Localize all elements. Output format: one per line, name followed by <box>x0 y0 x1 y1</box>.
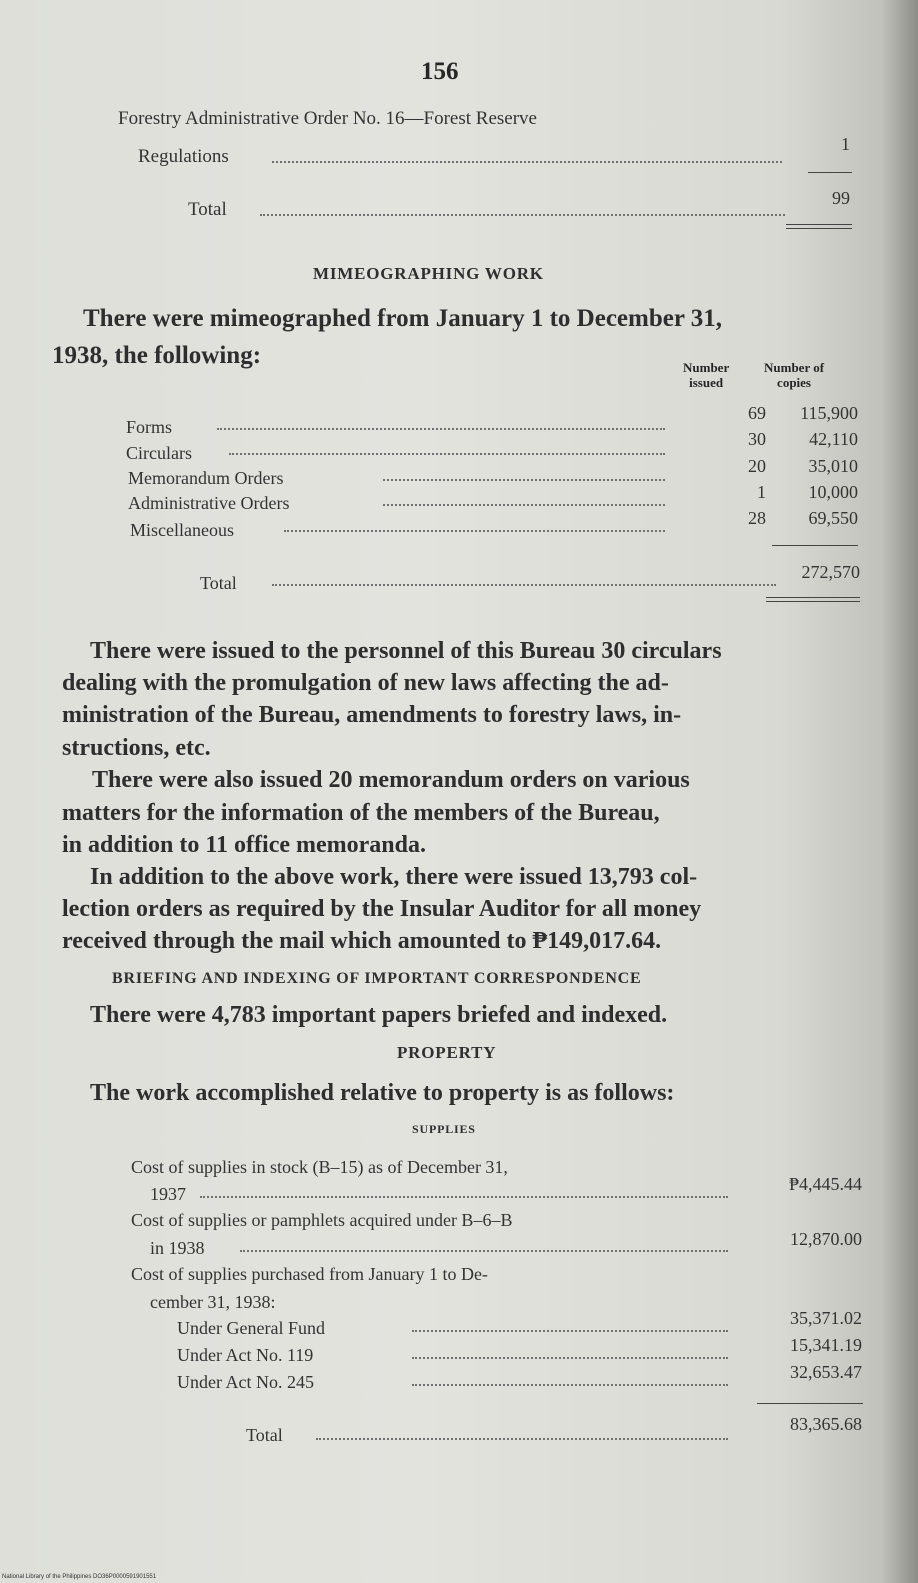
mimeo-row-copies: 10,000 <box>808 482 858 502</box>
paragraph-line: There were also issued 20 memorandum orders on various <box>92 767 690 793</box>
mimeo-intro-line1: There were mimeographed from January 1 to December 31, <box>83 305 722 332</box>
section-heading-mimeographing: MIMEOGRAPHING WORK <box>313 264 544 283</box>
top-list-total-value: 99 <box>832 188 850 208</box>
mimeo-intro-line2: 1938, the following: <box>52 342 262 369</box>
subheading-supplies: SUPPLIES <box>412 1122 476 1136</box>
sum-rule <box>772 545 858 546</box>
mimeo-row-label: Administrative Orders <box>128 493 290 513</box>
top-list-total-label: Total <box>188 199 227 220</box>
column-header-copies-line2: copies <box>777 375 811 390</box>
leader-dots <box>272 161 782 163</box>
paragraph-line: matters for the information of the members of the Bureau, <box>62 800 660 826</box>
column-header-copies-line1: Number of <box>764 360 825 375</box>
mimeo-row-copies: 42,110 <box>809 429 858 449</box>
paragraph-line: dealing with the promulgation of new laws affecting the ad- <box>62 670 669 696</box>
supplies-subitem-value: 35,371.02 <box>790 1308 862 1328</box>
sum-rule <box>757 1403 863 1404</box>
supplies-subitem-value: 32,653.47 <box>790 1362 862 1382</box>
mimeo-row-issued: 30 <box>748 429 766 449</box>
supplies-subitem-value: 15,341.19 <box>790 1335 862 1355</box>
mimeo-total-value: 272,570 <box>801 562 860 582</box>
leader-dots <box>260 214 785 216</box>
supplies-total-value: 83,365.68 <box>790 1414 862 1434</box>
supplies-item1-value: ₱4,445.44 <box>788 1174 862 1194</box>
mimeo-row-label: Forms <box>126 417 173 437</box>
mimeo-row-copies: 115,900 <box>800 403 858 423</box>
column-header-issued-line2: issued <box>689 375 724 390</box>
leader-dots <box>240 1250 728 1252</box>
scan-footer-text: National Library of the Philippines DO36P0000591901551 <box>2 1574 157 1580</box>
supplies-item2-line1: Cost of supplies or pamphlets acquired under B–6–B <box>131 1210 513 1230</box>
section-heading-briefing: BRIEFING AND INDEXING OF IMPORTANT CORRESPONDENCE <box>112 970 642 987</box>
supplies-subitem-label: Under Act No. 119 <box>177 1345 314 1365</box>
mimeo-row-issued: 1 <box>757 482 766 502</box>
supplies-item1-line2: 1937 <box>150 1184 186 1204</box>
top-list-item-value: 1 <box>841 134 850 154</box>
paragraph-line: There were issued to the personnel of this Bureau 30 circulars <box>90 638 722 664</box>
section-heading-property: PROPERTY <box>397 1043 497 1062</box>
page-number: 156 <box>421 58 459 85</box>
leader-dots <box>316 1438 728 1440</box>
leader-dots <box>272 584 776 586</box>
mimeo-row-issued: 28 <box>748 508 766 528</box>
paragraph-line: in addition to 11 office memoranda. <box>62 832 426 858</box>
supplies-item1-line1: Cost of supplies in stock (B–15) as of December 31, <box>131 1157 508 1177</box>
supplies-item2-line2: in 1938 <box>150 1238 205 1258</box>
paragraph-line: lection orders as required by the Insular Auditor for all money <box>62 896 702 922</box>
supplies-total-label: Total <box>246 1425 283 1445</box>
top-list-item-line2: Regulations <box>138 146 229 167</box>
briefing-text: There were 4,783 important papers briefed and indexed. <box>90 1002 668 1028</box>
leader-dots <box>383 479 665 481</box>
mimeo-row-label: Memorandum Orders <box>128 468 284 488</box>
mimeo-total-label: Total <box>200 573 237 593</box>
mimeo-row-copies: 35,010 <box>808 456 858 476</box>
property-text: The work accomplished relative to property is as follows: <box>90 1080 675 1106</box>
paragraph-line: ministration of the Bureau, amendments to forestry laws, in- <box>62 702 682 728</box>
supplies-item3-line1: Cost of supplies purchased from January 1 to De- <box>131 1264 488 1284</box>
total-double-rule <box>786 224 852 229</box>
mimeo-row-copies: 69,550 <box>808 508 858 528</box>
total-double-rule <box>766 597 860 602</box>
supplies-item2-value: 12,870.00 <box>790 1229 862 1249</box>
top-list-item-line1: Forestry Administrative Order No. 16—Forest Reserve <box>118 108 537 129</box>
leader-dots <box>412 1330 728 1332</box>
leader-dots <box>229 453 665 455</box>
leader-dots <box>412 1357 728 1359</box>
mimeo-row-issued: 20 <box>748 456 766 476</box>
column-header-issued-line1: Number <box>683 360 730 375</box>
supplies-subitem-label: Under Act No. 245 <box>177 1372 314 1392</box>
leader-dots <box>383 504 665 506</box>
column-header-issued <box>683 360 729 390</box>
leader-dots <box>217 428 665 430</box>
mimeo-row-issued: 69 <box>748 403 766 423</box>
leader-dots <box>412 1384 728 1386</box>
column-header-copies <box>764 360 824 390</box>
paragraph-line: received through the mail which amounted to ₱149,017.64. <box>62 928 662 954</box>
paragraph-line: In addition to the above work, there were issued 13,793 col- <box>90 864 698 890</box>
mimeo-row-label: Circulars <box>126 443 192 463</box>
supplies-item3-line2: cember 31, 1938: <box>150 1292 276 1312</box>
supplies-subitem-label: Under General Fund <box>177 1318 325 1338</box>
leader-dots <box>284 530 665 532</box>
sum-rule <box>808 172 852 173</box>
leader-dots <box>200 1196 728 1198</box>
paragraph-line: structions, etc. <box>62 735 211 761</box>
mimeo-row-label: Miscellaneous <box>130 520 234 540</box>
